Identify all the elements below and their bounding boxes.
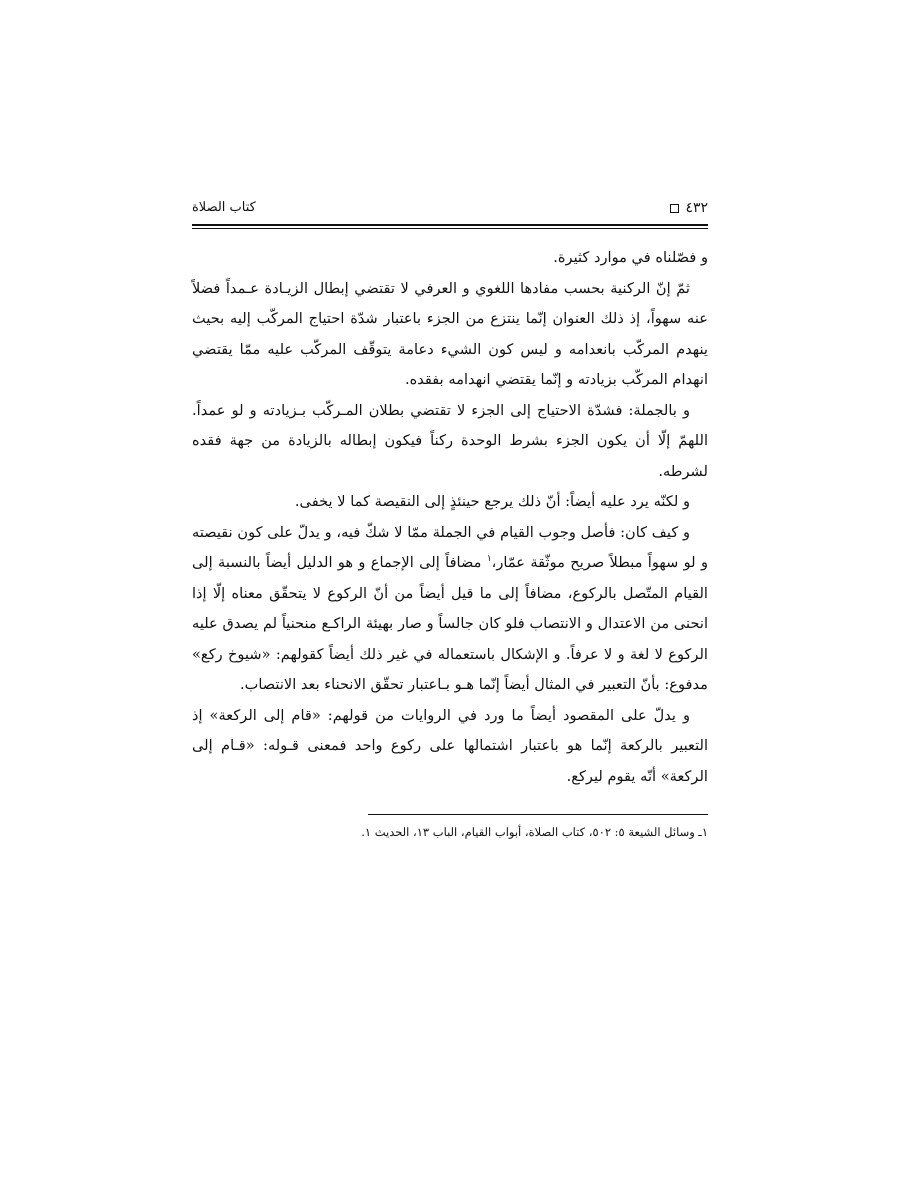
paragraph: و بالجملة: فشدّة الاحتياج إلى الجزء لا تقتضي بطلان المـركّب بـزيادته و لو عمداً. اللهمّ إلّا أن يكون الجزء بشرط الوحدة ركناً فيكون إبطاله بالزيادة من جهة فقده لشرطه. xyxy=(192,401,708,480)
paragraph: ثمّ إنّ الركنية بحسب مفادها اللغوي و العرفي لا تقتضي إبطال الزيـادة عـمداً فضلاً عنه سهواً، إذ ذلك العنوان إنّما ينتزع من الجزء باعتبار شدّة احتياج المركّب إليه بحيث ينهدم المركّب بانعدامه و ليس كون الشيء دعامة يتوقّف المركّب عليه ممّا يقتضي انهدام المركّب بزيادته و إنّما يقتضي انهدامه بفقده. xyxy=(192,279,708,388)
page-number-group xyxy=(670,200,708,216)
paragraph-text-part-1: و كيف كان: فأصل وجوب القيام في الجملة ممّا لا شكّ فيه، و يدلّ على كون نقيصته و لو سهواً مبطلاً صريح موثّقة عمّار، xyxy=(192,523,709,571)
paragraph: و يدلّ على المقصود أيضاً ما ورد في الروايات من قولهم: «قام إلى الركعة» إذ التعبير بالركعة إنّما هو باعتبار اشتمالها على ركوع واحد فمعنى قـوله: «قـام إلى الركعة» أنّه يقوم ليركع. xyxy=(192,706,708,785)
square-icon xyxy=(670,204,679,213)
footnote: ١ـ وسائل الشيعة ٥: ٥٠٢، كتاب الصلاة، أبواب القيام، الباب ١٣، الحديث ١. xyxy=(361,825,708,839)
header-rule-thin xyxy=(192,228,708,229)
footnote-divider xyxy=(368,814,708,815)
paragraph: و فصّلناه في موارد كثيرة. xyxy=(553,249,708,266)
footnote-reference[interactable]: ١ xyxy=(486,554,492,565)
main-text xyxy=(192,243,708,792)
paragraph-text-part-2: مضافاً إلى الإجماع و هو الدليل أيضاً بالنسبة إلى القيام المتّصل بالركوع، مضافاً إلى ما قيل أيضاً من أنّ الركوع لا يتحقّق معناه إلّا إذا انحنى من الاعتدال و الانتصاب فلو كان جالساً و صار بهيئة الراكـع منحنياً لم يصدق عليه الركوع لا لغة و لا عرفاً. و الإشكال باستعماله في غير ذلك أيضاً كقولهم: «شيوخ ركع» مدفوع: بأنّ التعبير في المثال أيضاً إنّما هـو بـاعتبار تحقّق الانحناء بعد الانتصاب. xyxy=(192,554,708,693)
book-title: كتاب الصلاة xyxy=(192,200,256,215)
paragraph: و لكنّه يرد عليه أيضاً: أنّ ذلك يرجع حينئذٍ إلى النقيصة كما لا يخفى. xyxy=(294,493,690,510)
paragraph-with-footnote xyxy=(192,518,708,701)
page-number: ٤٣٢ xyxy=(685,200,708,216)
running-header xyxy=(192,196,708,224)
book-page xyxy=(192,196,708,841)
